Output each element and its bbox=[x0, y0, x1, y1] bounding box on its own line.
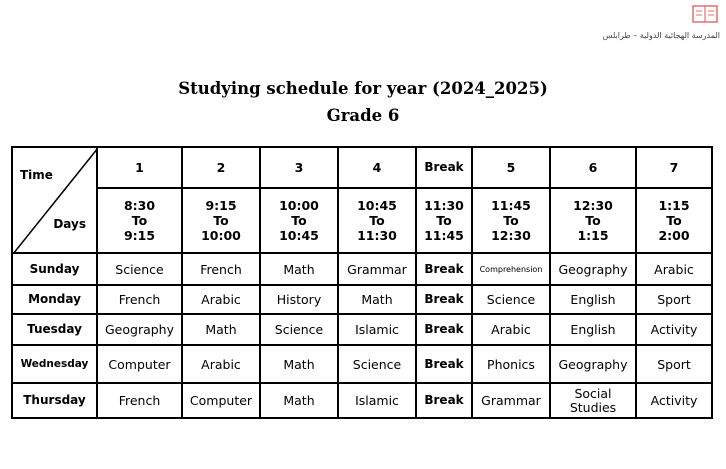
subject-cell: Geography bbox=[550, 253, 636, 285]
period-time: 1:15 To 2:00 bbox=[636, 188, 712, 253]
subject-cell: Arabic bbox=[182, 345, 260, 383]
period-number: 2 bbox=[182, 147, 260, 188]
break-cell: Break bbox=[416, 345, 472, 383]
subject-cell: Science bbox=[97, 253, 182, 285]
subject-cell: Social Studies bbox=[550, 383, 636, 418]
day-cell: Wednesday bbox=[12, 345, 97, 383]
subject-cell: Arabic bbox=[472, 314, 550, 345]
break-cell: Break bbox=[416, 253, 472, 285]
period-number: 4 bbox=[338, 147, 416, 188]
table-row bbox=[12, 345, 712, 383]
table-row bbox=[12, 314, 712, 345]
break-cell: Break bbox=[416, 383, 472, 418]
schedule-table bbox=[11, 146, 713, 419]
day-cell: Tuesday bbox=[12, 314, 97, 345]
subject-cell: History bbox=[260, 285, 338, 314]
period-number-row bbox=[12, 147, 712, 188]
period-number: 1 bbox=[97, 147, 182, 188]
subject-cell: Sport bbox=[636, 285, 712, 314]
subject-cell: Comprehension bbox=[472, 253, 550, 285]
subject-cell: Science bbox=[338, 345, 416, 383]
period-number: 3 bbox=[260, 147, 338, 188]
period-time-row bbox=[12, 188, 712, 253]
subject-cell: Islamic bbox=[338, 383, 416, 418]
school-logo bbox=[570, 4, 720, 40]
subject-cell: Science bbox=[472, 285, 550, 314]
period-time: 8:30 To 9:15 bbox=[97, 188, 182, 253]
time-days-corner bbox=[12, 147, 97, 253]
subject-cell: Math bbox=[260, 345, 338, 383]
subject-cell: Activity bbox=[636, 383, 712, 418]
subject-cell: Geography bbox=[97, 314, 182, 345]
day-cell: Sunday bbox=[12, 253, 97, 285]
subject-cell: English bbox=[550, 285, 636, 314]
break-cell: Break bbox=[416, 314, 472, 345]
break-time: 11:30 To 11:45 bbox=[416, 188, 472, 253]
subject-cell: Sport bbox=[636, 345, 712, 383]
period-time: 12:30 To 1:15 bbox=[550, 188, 636, 253]
subject-cell: French bbox=[97, 383, 182, 418]
school-name: المدرسة الهجائية الدولية – طرابلس bbox=[602, 31, 720, 40]
table-row bbox=[12, 285, 712, 314]
subject-cell: Islamic bbox=[338, 314, 416, 345]
break-header: Break bbox=[416, 147, 472, 188]
corner-days-label: Days bbox=[53, 217, 86, 231]
subject-cell: Phonics bbox=[472, 345, 550, 383]
period-time: 11:45 To 12:30 bbox=[472, 188, 550, 253]
corner-time-label: Time bbox=[20, 168, 53, 182]
subject-cell: Grammar bbox=[472, 383, 550, 418]
subject-cell: Activity bbox=[636, 314, 712, 345]
subject-cell: Science bbox=[260, 314, 338, 345]
break-cell: Break bbox=[416, 285, 472, 314]
subject-cell: Arabic bbox=[636, 253, 712, 285]
subject-cell: Geography bbox=[550, 345, 636, 383]
subject-cell: French bbox=[97, 285, 182, 314]
subject-cell: English bbox=[550, 314, 636, 345]
subject-cell: Math bbox=[260, 383, 338, 418]
book-icon bbox=[690, 4, 720, 26]
subject-cell: Math bbox=[260, 253, 338, 285]
period-time: 10:45 To 11:30 bbox=[338, 188, 416, 253]
subject-cell: Arabic bbox=[182, 285, 260, 314]
grade-title: Grade 6 bbox=[326, 106, 400, 125]
subject-cell: Computer bbox=[97, 345, 182, 383]
day-cell: Monday bbox=[12, 285, 97, 314]
subject-cell: Math bbox=[338, 285, 416, 314]
subject-cell: Math bbox=[182, 314, 260, 345]
period-time: 10:00 To 10:45 bbox=[260, 188, 338, 253]
corner-diagonal bbox=[13, 148, 97, 253]
table-row bbox=[12, 383, 712, 418]
period-number: 5 bbox=[472, 147, 550, 188]
day-cell: Thursday bbox=[12, 383, 97, 418]
period-number: 7 bbox=[636, 147, 712, 188]
table-row bbox=[12, 253, 712, 285]
period-time: 9:15 To 10:00 bbox=[182, 188, 260, 253]
period-number: 6 bbox=[550, 147, 636, 188]
subject-cell: Grammar bbox=[338, 253, 416, 285]
subject-cell: French bbox=[182, 253, 260, 285]
subject-cell: Computer bbox=[182, 383, 260, 418]
page-title: Studying schedule for year (2024_2025) bbox=[178, 79, 548, 98]
